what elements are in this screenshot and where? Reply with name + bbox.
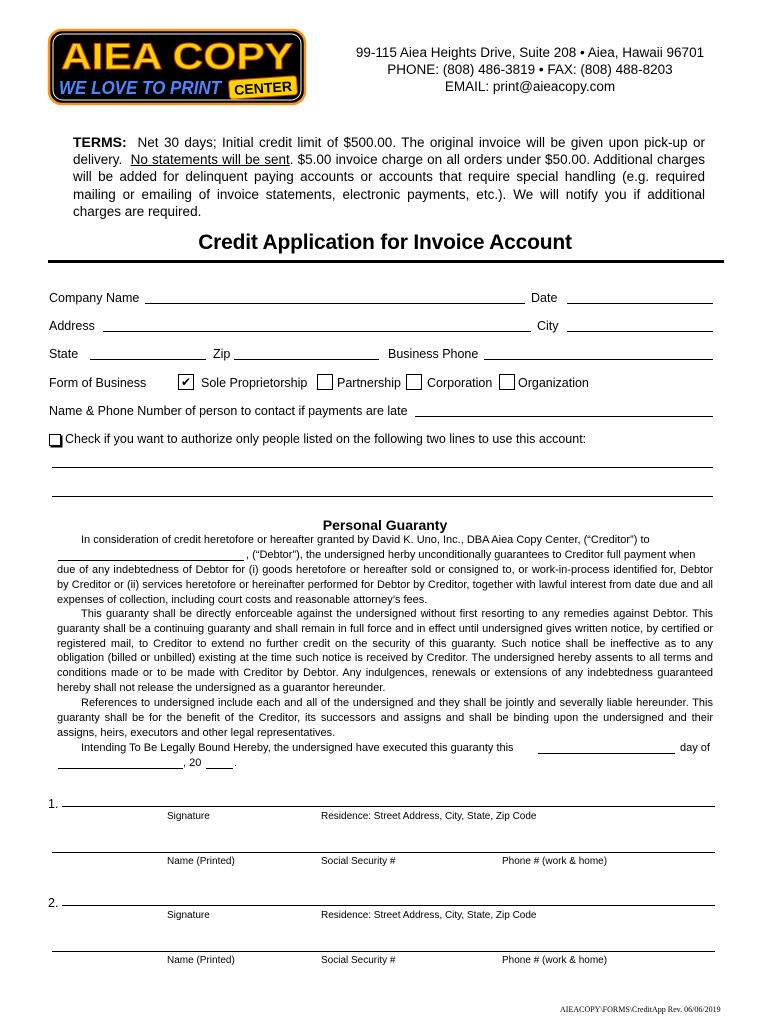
business-phone-field[interactable] <box>484 359 713 360</box>
logo-main-text: AIEA COPY <box>61 36 294 77</box>
signer-2-signature-line[interactable] <box>62 905 715 906</box>
signer-1-signature-label: Signature <box>167 811 210 822</box>
guaranty-paragraph-3: References to undersigned include each and all of the undersigned and they shall be jointly and severally liable hereunder. This guaranty shall be for the benefit of the Creditor, its successors and assigns and shall be binding upon the undersigned and their assigns, heirs, executors and other legal representatives. <box>57 697 713 739</box>
guaranty-execution-text: Intending To Be Legally Bound Hereby, the undersigned have executed this guaranty this <box>81 742 514 754</box>
business-phone-label: Business Phone <box>388 347 479 361</box>
signer-1-phone-label: Phone # (work & home) <box>502 856 608 867</box>
organization-label: Organization <box>518 376 589 390</box>
signer-2-residence-label: Residence: Street Address, City, State, Zip Code <box>321 910 537 921</box>
signer-1-name-label: Name (Printed) <box>167 856 235 867</box>
authorized-person-line-2[interactable] <box>52 496 713 497</box>
form-of-business-label: Form of Business <box>49 376 147 390</box>
year-prefix-label: , 20 <box>183 757 202 769</box>
execution-day-field[interactable] <box>538 753 675 754</box>
form-revision-footer: AIEACOPY\FORMS\CreditApp Rev. 06/06/2019 <box>560 1005 721 1014</box>
partnership-checkbox[interactable] <box>317 374 333 390</box>
aiea-copy-logo <box>47 28 307 106</box>
logo-badge: CENTER <box>233 78 293 99</box>
date-field[interactable] <box>567 303 713 304</box>
signer-2-phone-label: Phone # (work & home) <box>502 955 608 966</box>
company-address: 99-115 Aiea Heights Drive, Suite 208 • Aiea, Hawaii 96701 <box>355 45 705 60</box>
sole-proprietorship-checkbox[interactable] <box>178 374 194 390</box>
state-label: State <box>49 347 79 361</box>
zip-field[interactable] <box>234 359 379 360</box>
partnership-label: Partnership <box>337 376 401 390</box>
organization-checkbox[interactable] <box>499 374 515 390</box>
address-label: Address <box>49 319 95 333</box>
terms-paragraph <box>73 134 705 220</box>
date-label: Date <box>531 291 558 305</box>
guaranty-paragraph-2: This guaranty shall be directly enforceable against the undersigned without first resorting to any remedies against Debtor. This guaranty shall be a continuing guaranty and shall remain in full force and in effect until undersigned gives written notice, by certified or registered mail, to Creditor to extend no further credit on the security of this guaranty. Such notice shall be ineffective as to any obligation (billed or unbilled) existing at the time such notice is received by Creditor. The undersigned hereby assents to all terms and conditions made or to be made with Creditor by Debtor. Any indulgences, renewals or extensions of any indebtedness guaranteed hereby shall not release the undersigned as a guarantor hereunder. <box>57 608 713 694</box>
logo-tagline: WE LOVE TO PRINT <box>59 78 223 98</box>
day-of-label: day of <box>680 742 710 754</box>
company-phone: PHONE: (808) 486-3819 • FAX: (808) 488-8203 <box>387 62 673 77</box>
guaranty-paragraph-1c: due of any indebtedness of Debtor for (i) goods heretofore or hereafter sold or consigned to, or work-in-process identified for, Debtor by Creditor or (ii) services heretofore or hereinafter performed for Debtor by Creditor, together with lawful interest from date due and all expenses of collection, including court costs and reasonable attorney’s fees. <box>57 564 713 606</box>
signer-1-number: 1. <box>48 797 59 811</box>
corporation-label: Corporation <box>427 376 493 390</box>
authorize-label: Check if you want to authorize only people listed on the following two lines to use this account: <box>65 432 587 446</box>
signer-2-number: 2. <box>48 896 59 910</box>
company-name-label: Company Name <box>49 291 140 305</box>
guaranty-title: Personal Guaranty <box>322 517 448 533</box>
authorized-person-line-1[interactable] <box>52 467 713 468</box>
state-field[interactable] <box>90 359 206 360</box>
execution-year-field[interactable] <box>206 768 233 769</box>
signer-1-name-line[interactable] <box>52 852 715 853</box>
title-divider <box>48 260 724 263</box>
terms-text-1: Net 30 days; Initial credit limit of $500.00. The original invoice will be given upon pick-up or delivery. <box>73 135 705 168</box>
period: . <box>234 757 238 769</box>
corporation-checkbox[interactable] <box>406 374 422 390</box>
guaranty-paragraph-1a: In consideration of credit heretofore or hereafter granted by David K. Uno, Inc., DBA Aiea Copy Center, (“Creditor”) to <box>81 534 650 546</box>
address-field[interactable] <box>103 331 531 332</box>
signer-1-signature-line[interactable] <box>62 806 715 807</box>
signer-2-ssn-label: Social Security # <box>321 955 396 966</box>
company-name-field[interactable] <box>145 303 525 304</box>
signer-1-residence-label: Residence: Street Address, City, State, Zip Code <box>321 811 537 822</box>
sole-proprietorship-label: Sole Proprietorship <box>201 376 308 390</box>
authorize-checkbox[interactable] <box>49 434 61 446</box>
signer-2-name-line[interactable] <box>52 951 715 952</box>
guaranty-paragraph-1b: , (“Debtor”), the undersigned herby unconditionally guarantees to Creditor full payment when <box>246 549 696 561</box>
city-label: City <box>537 319 559 333</box>
debtor-name-field[interactable] <box>58 560 244 561</box>
city-field[interactable] <box>567 331 713 332</box>
page-title: Credit Application for Invoice Account <box>198 231 572 254</box>
zip-label: Zip <box>213 347 231 361</box>
terms-no-statements: No statements will be sent <box>130 152 290 168</box>
terms-label: TERMS: <box>73 134 127 150</box>
late-payment-contact-field[interactable] <box>415 416 713 417</box>
signer-1-ssn-label: Social Security # <box>321 856 396 867</box>
company-email: EMAIL: print@aieacopy.com <box>444 79 616 94</box>
execution-month-field[interactable] <box>58 768 183 769</box>
check-icon: ✔ <box>180 375 192 389</box>
late-payment-contact-label: Name & Phone Number of person to contact if payments are late <box>49 404 408 418</box>
signer-2-signature-label: Signature <box>167 910 210 921</box>
signer-2-name-label: Name (Printed) <box>167 955 235 966</box>
terms-text-2: . $5.00 invoice charge on all orders under $50.00. Additional charges will be added for delinquent paying accounts or accounts that require special handling (e.g. required mailing or emailing of invoice statements, electronic payments, etc.). We will notify you if additional charges are required. <box>73 152 705 219</box>
